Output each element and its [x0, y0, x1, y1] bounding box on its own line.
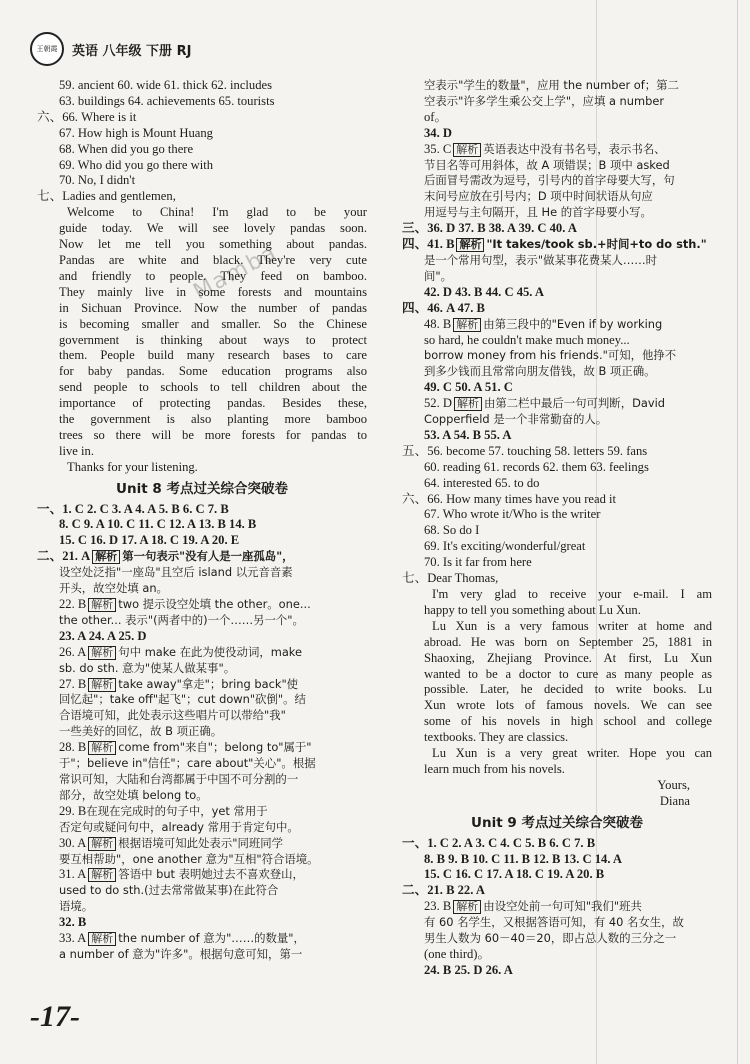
line-text: 男生人数为 60－40＝20，即占总人数的三分之一 [424, 931, 677, 946]
answer-line [402, 285, 712, 301]
answer-line [402, 852, 712, 868]
answer-line [37, 126, 367, 142]
answer-line [402, 110, 712, 126]
answer-line [37, 78, 367, 94]
answer-line [37, 221, 367, 237]
analysis-tag: 解析 [453, 143, 481, 157]
line-text: 70. Is it far from here [424, 555, 532, 570]
answer-line [402, 714, 712, 730]
answer-line [37, 428, 367, 444]
answer-line [402, 428, 712, 444]
answer-line [402, 619, 712, 635]
analysis-text: 在现在完成时的句子中，yet 常用于 [86, 803, 268, 818]
line-text: used to do sth.(过去常常做某事)在此符合 [59, 883, 279, 898]
line-text: 用逗号与主句隔开，且 He 的首字母要小写。 [424, 205, 652, 220]
answer-line [37, 142, 367, 158]
answer-line [37, 460, 367, 476]
answer-line [402, 348, 712, 364]
line-text: the other... 表示"(两者中的)一个……另一个"。 [59, 612, 304, 627]
line-text: trees so there will be more forests for pandas to [59, 427, 367, 442]
line-text: 有 60 名学生，又根据答语可知，有 40 名女生，故 [424, 915, 684, 930]
line-text: 二、21. B 22. A [402, 883, 485, 898]
line-text: 64. interested 65. to do [424, 475, 540, 490]
line-text: 8. C 9. A 10. C 11. C 12. A 13. B 14. B [59, 517, 257, 532]
answer-line [402, 963, 712, 979]
analysis-tag: 解析 [88, 678, 116, 692]
line-text: 七、Ladies and gentlemen, [37, 189, 176, 204]
answer-line [37, 724, 367, 740]
line-text: 六、66. How many times have you read it [402, 491, 617, 506]
analysis-tag: 解析 [454, 397, 482, 411]
answer-line [402, 730, 712, 746]
answer-line [37, 867, 367, 883]
answer-line [37, 364, 367, 380]
line-text: Thanks for your listening. [67, 459, 198, 474]
line-text: 合语境可知，此处表示这些唱片可以带给"我" [59, 708, 286, 723]
line-text: 26. A [59, 644, 87, 659]
answer-line [402, 492, 712, 508]
answer-line [37, 380, 367, 396]
line-text: 二、21. A [37, 549, 91, 564]
line-text: 回忆起"；take off"起飞"；cut down"砍倒"。结 [59, 692, 306, 707]
answer-line [37, 533, 367, 549]
line-text: 67. Who wrote it/Who is the writer [424, 507, 601, 522]
answer-line [37, 899, 367, 915]
line-text: is becoming smaller and smaller. So the Chinese [59, 316, 367, 331]
line-text: importance of protecting pandas. Besides these, [59, 396, 367, 411]
answer-line [402, 947, 712, 963]
line-text: 常识可知，大陆和台湾都属于中国不可分割的一 [59, 771, 299, 786]
unit-heading: Unit 8 考点过关综合突破卷 [116, 480, 288, 497]
answer-line [402, 189, 712, 205]
answer-line [37, 692, 367, 708]
line-text: 59. ancient 60. wide 61. thick 62. includes [59, 78, 272, 92]
answer-line [402, 126, 712, 142]
answer-line [37, 788, 367, 804]
analysis-tag: 解析 [453, 318, 481, 332]
answer-line [402, 883, 712, 899]
line-text: 间"。 [424, 268, 453, 283]
line-text: possible. Later, he decided to write books. Lu [424, 682, 712, 697]
line-text: 15. C 16. C 17. A 18. C 19. A 20. B [424, 867, 605, 882]
line-text: 到多少钱而且常常向朋友借钱，故 B 项正确。 [424, 364, 656, 379]
line-text: 节目名等可用斜体，故 A 项错误；B 项中 asked [424, 157, 670, 172]
line-text: 49. C 50. A 51. C [424, 380, 513, 395]
line-text: of。 [424, 109, 448, 124]
answer-line [37, 301, 367, 317]
line-text: They mainly live in some forests and mountains [59, 284, 367, 299]
line-text: a number of 意为"许多"。根据句意可知，第一 [59, 946, 303, 961]
line-text: 48. B [424, 316, 452, 331]
answer-line [37, 549, 367, 565]
analysis-text: 由第三段中的"Even if by working [483, 316, 663, 331]
answer-line [37, 883, 367, 899]
line-text: 63. buildings 64. achievements 65. tourists [59, 93, 275, 108]
answer-line [402, 698, 712, 714]
line-text: live in. [59, 443, 94, 458]
answer-line [402, 173, 712, 189]
answer-line [402, 317, 712, 333]
page-number: -17- [30, 1000, 80, 1033]
answer-line [402, 523, 712, 539]
answer-line [402, 539, 712, 555]
answer-line [37, 836, 367, 852]
answer-line [402, 269, 712, 285]
answer-line [37, 253, 367, 269]
unit-heading: Unit 9 考点过关综合突破卷 [471, 814, 643, 831]
answer-line [402, 396, 712, 412]
answer-line [402, 412, 712, 428]
line-text: 53. A 54. B 55. A [424, 427, 512, 442]
line-text: Copperfield 是一个非常勤奋的人。 [424, 412, 608, 427]
watermark-stamp: Mamba [189, 240, 282, 305]
line-text: 四、46. A 47. B [402, 300, 485, 315]
line-text: 29. B [59, 803, 87, 818]
line-text: 一、1. C 2. C 3. A 4. A 5. B 6. C 7. B [37, 501, 229, 516]
line-text: Lu Xun is a very great writer. Hope you can [432, 746, 712, 761]
answer-line [37, 581, 367, 597]
answer-line [402, 158, 712, 174]
logo-text: 王朝霞 [36, 45, 58, 53]
answer-line [37, 110, 367, 126]
answer-line [37, 502, 367, 518]
analysis-text: 由第二栏中最后一句可判断，David [484, 396, 665, 411]
line-text: 24. B 25. D 26. A [424, 962, 513, 977]
analysis-tag: 解析 [88, 932, 116, 946]
line-text: 8. B 9. B 10. C 11. B 12. B 13. C 14. A [424, 851, 623, 866]
line-text: 空表示"许多学生乘公交上学"，应填 a number [424, 93, 665, 108]
answer-line [402, 587, 712, 603]
answer-line [37, 756, 367, 772]
line-text: 六、66. Where is it [37, 109, 137, 124]
answer-line [37, 852, 367, 868]
line-text: abroad. He was born on September 25, 1881 in [424, 634, 712, 649]
answer-line [37, 173, 367, 189]
answer-line [37, 645, 367, 661]
answer-line [402, 94, 712, 110]
answer-line [37, 396, 367, 412]
left-column [37, 78, 367, 963]
answer-line [37, 947, 367, 963]
line-text: 28. B [59, 740, 87, 755]
line-text: 要互相帮助"，one another 意为"互相"符合语境。 [59, 851, 319, 866]
line-text: 70. No, I didn't [59, 173, 136, 188]
line-text: textbooks. They are classics. [424, 730, 569, 745]
answer-line [37, 412, 367, 428]
line-text: Shaoxing, Zhejiang Province. At first, Lu Xun [424, 650, 712, 665]
answer-line [402, 221, 712, 237]
line-text: 23. A 24. A 25. D [59, 628, 147, 643]
line-text: Welcome to China! I'm glad to be your [67, 205, 367, 220]
answer-line [402, 237, 712, 253]
line-text: 67. How high is Mount Huang [59, 125, 213, 140]
line-text: 末问号应放在引号内；D 项中时间状语从句应 [424, 189, 653, 204]
analysis-text: 句中 make 在此为使役动词，make [118, 644, 302, 659]
analysis-text: the number of 意为"……的数量"， [118, 931, 305, 946]
analysis-tag: 解析 [88, 741, 116, 755]
line-text: 69. It's exciting/wonderful/great [424, 539, 586, 554]
line-text: 后面冒号需改为逗号，引号内的首字母要大写，句 [424, 173, 675, 188]
answer-line [402, 380, 712, 396]
answer-line [402, 762, 712, 778]
line-text: government is thinking about ways to protect [59, 332, 367, 347]
analysis-text: come from"来自"；belong to"属于" [118, 740, 312, 755]
line-text: 27. B [59, 676, 87, 691]
line-text: 四、41. B [402, 237, 455, 252]
answer-line [402, 836, 712, 852]
answer-line [37, 740, 367, 756]
answer-line [402, 667, 712, 683]
answer-line [37, 597, 367, 613]
line-text: 设空处泛指"一座岛"且空后 island 以元音音素 [59, 565, 293, 580]
line-text: I'm very glad to receive your e-mail. I am [432, 587, 712, 601]
answer-line [37, 820, 367, 836]
answer-line [402, 915, 712, 931]
line-text: 一、1. C 2. A 3. C 4. C 5. B 6. C 7. B [402, 835, 596, 850]
answer-line [37, 804, 367, 820]
answer-line [402, 142, 712, 158]
answer-line [37, 708, 367, 724]
line-text: some of his novels in high school and college [424, 714, 712, 729]
line-text: 22. B [59, 597, 87, 611]
right-column [402, 78, 712, 979]
line-text: so hard, he couldn't make much money... [424, 332, 630, 347]
answer-line [37, 444, 367, 460]
line-text: in Sichuan Province. Now the number of pandas [59, 300, 367, 315]
analysis-text: take away"拿走"；bring back"使 [118, 676, 299, 691]
line-text: 32. B [59, 915, 87, 930]
line-text: 七、Dear Thomas, [402, 571, 499, 586]
answer-line [402, 571, 712, 587]
answer-line [37, 333, 367, 349]
answer-line [402, 794, 712, 810]
answer-line [37, 158, 367, 174]
answer-line [37, 915, 367, 931]
line-text: 三、36. D 37. B 38. A 39. C 40. A [402, 221, 577, 236]
line-text: 是一个常用句型，表示"做某事花费某人……时 [424, 252, 658, 267]
line-text: happy to tell you something about Lu Xun. [424, 602, 641, 617]
analysis-text: 由设空处前一句可知"我们"班共 [483, 899, 642, 914]
answer-line [37, 348, 367, 364]
answer-line [37, 613, 367, 629]
answer-line [37, 629, 367, 645]
answer-line [402, 931, 712, 947]
analysis-text: 英语表达中没有书名号，表示书名、 [483, 141, 666, 156]
answer-line [402, 635, 712, 651]
line-text: 60. reading 61. records 62. them 63. feelings [424, 459, 649, 474]
answer-line [402, 555, 712, 571]
line-text: Diana [659, 793, 690, 808]
answer-line [37, 517, 367, 533]
line-text: sb. do sth. 意为"使某人做某事"。 [59, 660, 236, 675]
line-text: 开头，故空处填 an。 [59, 581, 168, 596]
analysis-text: "It takes/took sb.+时间+to do sth." [486, 237, 707, 252]
line-text: Pandas are white and black. They're very cute [59, 252, 367, 267]
line-text: them. People build many research bases to care [59, 348, 367, 363]
analysis-tag: 解析 [88, 868, 116, 882]
analysis-text: two 提示设空处填 the other。one... [118, 597, 311, 611]
answer-line [402, 460, 712, 476]
answer-line [402, 778, 712, 794]
line-text: and friendly to people. They feed on bamboo. [59, 268, 367, 283]
line-text: Now let me tell you something about pandas. [59, 237, 367, 252]
answer-line [37, 269, 367, 285]
analysis-tag: 解析 [453, 900, 481, 914]
analysis-tag: 解析 [88, 646, 116, 660]
line-text: 68. So do I [424, 523, 480, 538]
answer-line [37, 772, 367, 788]
answer-line [37, 565, 367, 581]
answer-line [402, 364, 712, 380]
line-text: 空表示"学生的数量"，应用 the number of；第二 [424, 78, 679, 92]
line-text: send people to schools to tell children about the [59, 380, 367, 395]
answer-line [402, 603, 712, 619]
answer-line [402, 205, 712, 221]
analysis-text: 根据语境可知此处表示"同班同学 [118, 835, 284, 850]
analysis-text: 第一句表示"没有人是一座孤岛"， [122, 549, 294, 564]
answer-line [402, 78, 712, 94]
analysis-text: 答语中 but 表明她过去不喜欢登山， [118, 867, 304, 882]
answer-line [402, 333, 712, 349]
answer-line [402, 253, 712, 269]
line-text: (one third)。 [424, 946, 491, 961]
line-text: 34. D [424, 125, 452, 140]
line-text: the government is also planting more bamboo [59, 412, 367, 427]
answer-line [402, 899, 712, 915]
line-text: 否定句或疑问句中，already 常用于肯定句中。 [59, 819, 299, 834]
line-text: for baby pandas. Some education programs also [59, 364, 367, 379]
answer-line [37, 205, 367, 221]
line-text: 一些美好的回忆，故 B 项正确。 [59, 724, 223, 739]
page-edge-line [737, 0, 738, 1064]
line-text: 52. D [424, 396, 452, 411]
line-text: borrow money from his friends."可知，他挣不 [424, 348, 677, 363]
line-text: wanted to be a doctor to cure as many people as [424, 666, 712, 681]
answer-line [402, 507, 712, 523]
line-text: Yours, [657, 777, 690, 792]
answer-line [37, 661, 367, 677]
line-text: guide today. We will see lovely pandas soon. [59, 221, 367, 236]
answer-line [402, 746, 712, 762]
book-title: 英语 八年级 下册 RJ [72, 43, 192, 59]
line-text: Lu Xun is a very famous writer at home and [432, 618, 712, 633]
analysis-tag: 解析 [456, 238, 484, 252]
answer-line [37, 931, 367, 947]
answer-line [37, 677, 367, 693]
line-text: 23. B [424, 899, 452, 914]
line-text: 部分，故空处填 belong to。 [59, 787, 208, 802]
line-text: 31. A [59, 867, 87, 882]
line-text: 42. D 43. B 44. C 45. A [424, 284, 544, 299]
line-text: 语境。 [59, 899, 94, 914]
line-text: 35. C [424, 141, 452, 156]
line-text: 于"；believe in"信任"；care about"关心"。根据 [59, 756, 316, 771]
analysis-tag: 解析 [88, 837, 116, 851]
answer-line [402, 444, 712, 460]
answer-line [402, 651, 712, 667]
answer-line [37, 94, 367, 110]
analysis-tag: 解析 [88, 598, 116, 612]
answer-line [37, 317, 367, 333]
publisher-logo [30, 32, 64, 66]
line-text: learn much from his novels. [424, 761, 565, 776]
line-text: Xun wrote lots of famous novels. We can see [424, 698, 712, 713]
answer-line [402, 301, 712, 317]
line-text: 30. A [59, 835, 87, 850]
analysis-tag: 解析 [92, 550, 120, 564]
answer-line [402, 682, 712, 698]
line-text: 69. Who did you go there with [59, 157, 214, 172]
line-text: 33. A [59, 931, 87, 946]
line-text: 68. When did you go there [59, 141, 194, 156]
answer-line [37, 189, 367, 205]
line-text: 15. C 16. D 17. A 18. C 19. A 20. E [59, 533, 240, 548]
answer-line [37, 285, 367, 301]
answer-line [37, 237, 367, 253]
page-header [30, 32, 191, 66]
answer-line [402, 476, 712, 492]
line-text: 五、56. become 57. touching 58. letters 59. fans [402, 443, 648, 458]
answer-line [402, 867, 712, 883]
